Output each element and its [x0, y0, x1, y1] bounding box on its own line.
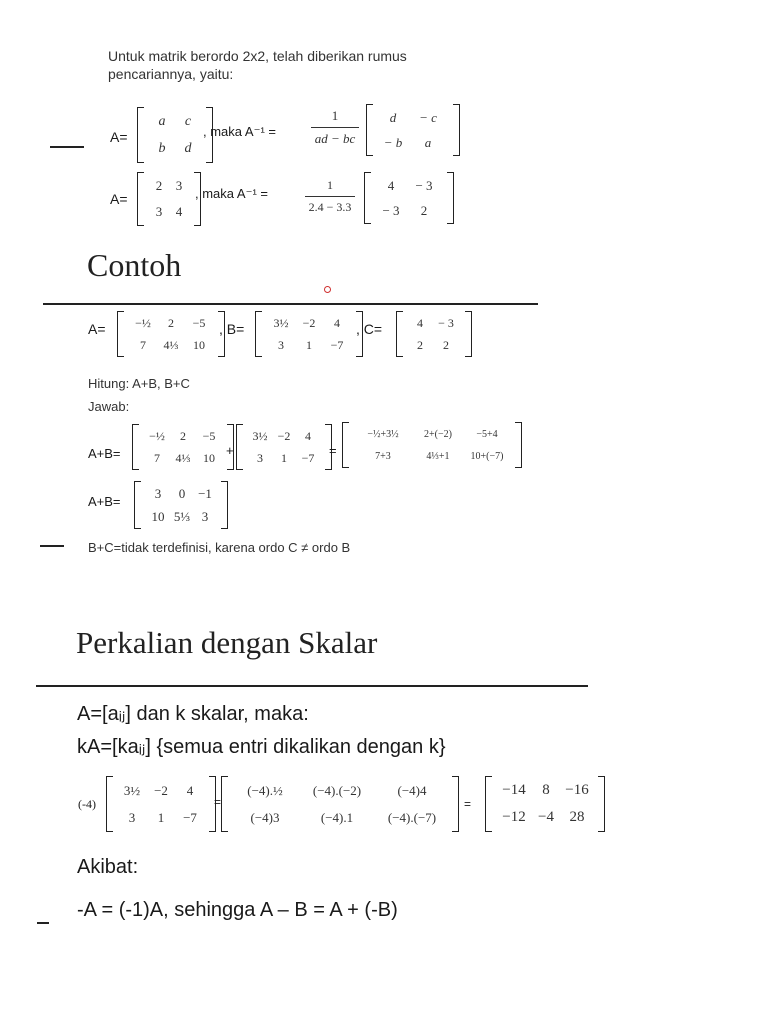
margin-mark — [40, 545, 64, 547]
hitung-text: Hitung: A+B, B+C — [88, 376, 190, 391]
contoh-heading: Contoh — [87, 247, 182, 283]
skalar-rule — [36, 685, 588, 687]
example-inverse-matrix: 4 − 3 − 3 2 — [364, 172, 454, 224]
label-A: A= — [110, 129, 128, 145]
scalar-matrix-B: 3½ −2 4 3 1 −7 — [106, 776, 216, 832]
intro-text-line1: Untuk matrik berordo 2x2, telah diberikan rumus — [108, 48, 407, 64]
intro-text-line2: pencariannya, yaitu: — [108, 66, 234, 82]
margin-mark — [37, 922, 49, 924]
equals-sign: = — [329, 443, 337, 458]
equals-sign: = — [464, 797, 472, 811]
maka-label: , maka A⁻¹ = — [195, 186, 268, 201]
label-B: , B= — [219, 321, 245, 337]
scalar-expanded-matrix: (−4).½ (−4).(−2) (−4)4 (−4)3 (−4).1 (−4).(−7) — [221, 776, 459, 832]
contoh-rule — [43, 303, 538, 305]
note-bc: B+C=tidak terdefinisi, karena ordo C ≠ ordo B — [88, 540, 351, 555]
example-matrix: 2 3 3 4 — [137, 172, 201, 226]
jawab-text: Jawab: — [88, 399, 130, 414]
matrix-B-copy: 3½ −2 4 3 1 −7 — [236, 424, 332, 470]
plus-sign: + — [226, 443, 234, 458]
label-C: , C= — [356, 321, 383, 337]
matrix-A: −½ 2 −5 7 4⅓ 10 — [117, 311, 225, 357]
sum-label: A+B= — [88, 446, 121, 461]
scalar-result-matrix: −14 8 −16 −12 −4 28 — [485, 776, 605, 832]
example-fraction: $\frac{1}{2.4 - 3.3}$ — [294, 178, 366, 215]
def-line2: kA=[kaᵢⱼ] {semua entri dikalikan dengan k} — [77, 736, 446, 758]
sum-expanded-matrix: −½+3½ 2+(−2) −5+4 7+3 4⅓+1 10+(−7) — [342, 422, 522, 468]
sum-result-matrix: 3 0 −1 10 5⅓ 3 — [134, 481, 228, 529]
matrix-A-copy: −½ 2 −5 7 4⅓ 10 — [132, 424, 234, 470]
formula-matrix: d − c − b a — [366, 104, 460, 156]
margin-mark — [50, 146, 84, 148]
akibat-label: Akibat: — [77, 856, 139, 878]
label-A: A= — [88, 321, 106, 337]
maka-label: , maka A⁻¹ = — [203, 124, 276, 139]
sum-label: A+B= — [88, 494, 121, 509]
skalar-heading: Perkalian dengan Skalar — [76, 625, 378, 660]
matrix-B: 3½ −2 4 3 1 −7 — [255, 311, 363, 357]
akibat-line: -A = (-1)A, sehingga A – B = A + (-B) — [77, 899, 398, 921]
red-dot — [324, 286, 331, 293]
equals-sign: = — [214, 795, 222, 809]
matrix-C: 4 − 3 2 2 — [396, 311, 472, 357]
scalar-factor: (-4) — [78, 797, 96, 811]
def-line1: A=[aᵢⱼ] dan k skalar, maka: — [77, 703, 309, 725]
formula-fraction: $\frac{1}{ad - bc}$ — [303, 108, 367, 147]
label-A: A= — [110, 191, 128, 207]
generic-matrix: a c b d — [137, 107, 213, 163]
